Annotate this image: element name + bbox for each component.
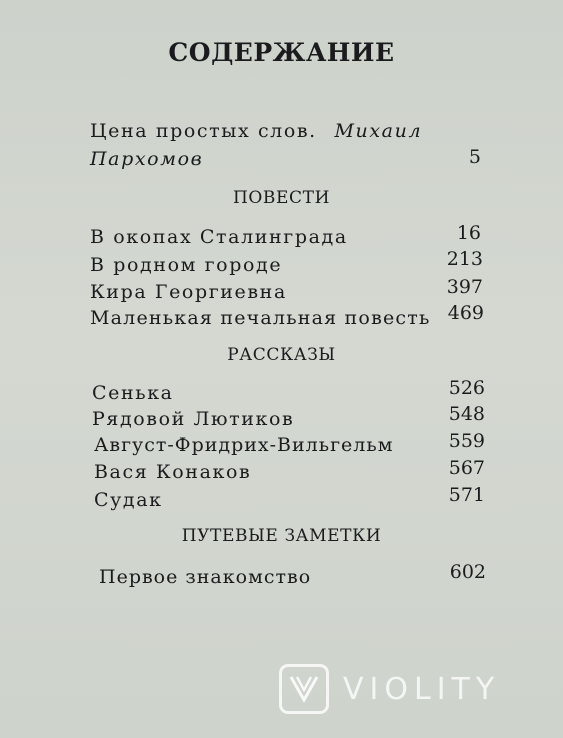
toc-entry: В окопах Сталинграда [90, 226, 348, 248]
intro-title: Цена простых слов. [90, 120, 317, 142]
toc-entry: Август-Фридрих-Вильгельм [94, 434, 394, 456]
toc-entry: В родном городе [90, 254, 283, 276]
toc-page-number: 602 [449, 561, 486, 583]
toc-page-number: 559 [448, 430, 485, 452]
section-heading-rasskazy: РАССКАЗЫ [227, 345, 336, 365]
toc-page-number: 16 [456, 222, 481, 244]
watermark [279, 664, 549, 716]
toc-entry: Судак [94, 489, 163, 511]
toc-entry: Первое знакомство [99, 566, 312, 588]
toc-entry: Кира Георгиевна [90, 281, 287, 303]
toc-entry: Маленькая печальная повесть [90, 307, 431, 329]
intro-author-last: Пархомов [90, 148, 204, 170]
toc-page-number: 567 [448, 457, 485, 479]
intro-page-number: 5 [468, 146, 481, 168]
toc-page-number: 469 [447, 302, 484, 324]
toc-page-number: 213 [446, 248, 483, 270]
toc-page-number: 526 [448, 377, 485, 399]
violity-logo-icon [279, 664, 329, 714]
section-heading-putevye-zametki: ПУТЕВЫЕ ЗАМЕТКИ [181, 526, 382, 546]
watermark-text: VIOLITY [343, 672, 501, 707]
toc-entry: Рядовой Лютиков [92, 408, 295, 430]
section-heading-povesti: ПОВЕСТИ [232, 188, 331, 208]
toc-entry-intro-title [90, 120, 422, 142]
toc-entry: Сенька [92, 382, 174, 404]
toc-page-number: 571 [448, 484, 485, 506]
intro-author-first: Михаил [334, 120, 423, 142]
page-title: СОДЕРЖАНИЕ [168, 38, 395, 67]
toc-page-number: 397 [446, 276, 483, 298]
toc-entry: Вася Конаков [94, 461, 252, 483]
toc-page-number: 548 [448, 403, 485, 425]
